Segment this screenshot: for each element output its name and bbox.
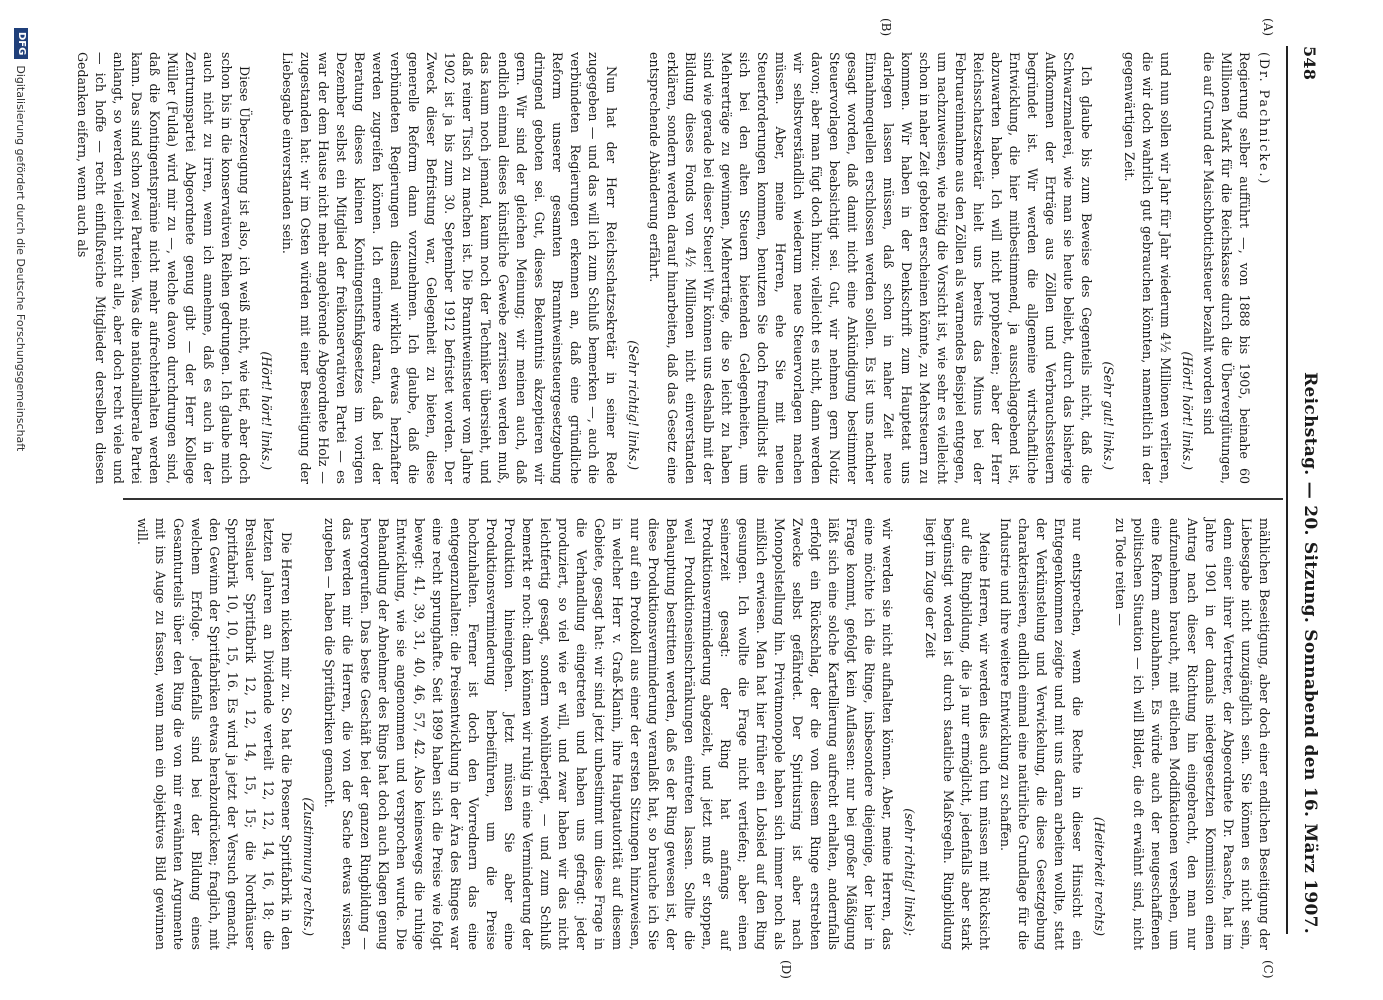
right-column bbox=[123, 518, 1273, 950]
left-column bbox=[75, 52, 1273, 484]
paragraph: wir werden sie nicht aufhalten können. Aber, meine Herren, das eine möchte ich die Ringe, insbesondere diejenige, der hier in Frage kommt, gefolgt kein Auflassen: nur bei großer Mäßigung läßt sich eine solche Kartellierung aufrecht erhalten, andernfalls erfolgt ein Rückschlag, der die von diesem Ringe erstrebten Zwecke selbst gefährdet. Der Spiritusring ist aber nach Monopolstellung hin. Privatmonopole haben sich immer noch als mißlich erwiesen. Man hat hier früher ein Lobsied auf den Ring gesungen. Ich wollte die Frage nicht vertiefen; aber einen seinerzeit gesagt: der Ring hat anfangs auf Produktionsverminderung abgezielt, und jetzt muß er stoppen, weil Produktionseinschränkungen eintreten lassen. Sollte die Behauptung bestritten werden, daß es der Ring gewesen ist, der diese Produktionsverminderung veranlaßt hat, so brauche ich Sie nur auf ein Protokoll aus einer der ersten Sitzungen hinzuweisen, in welcher Herr v. Graß-Klanin, ihre Hauptautorität auf diesem Gebiete, gesagt hat: wir sind jetzt unbestimmt um diese Frage in die Verhandlung eingetreten und haben uns gefragt: jeder produziert, so viel wie er will, und zwar haben wir das nicht leichtfertig gesagt, sondern wohlüberlegt, — und zum Schluß bemerkt er noch: dann können wir ruhig in eine Verminderung der Produktion hineingehen. Jetzt müssen Sie aber eine Produktionsverminderung herbeiführen, um die Preise hochzuhalten. Ferner ist doch den Vorrednern das eine entgegenzuhalten: die Preisentwicklung in der Ära des Ringes war eine recht sprunghafte. Seit 1899 haben sich die Preise wie folgt bewegt: 41, 39, 31, 40, 46, 57, 42. Also keineswegs die ruhige Entwicklung, wie sie angenommen und versprochen wurde. Die Behandlung der Abnehmer des Rings hat doch auch Klagen genug hervorgerufen. Das beste Geschäft bei der ganzen Ringbildung — das werden mir die Herren, die von der Sache etwas wissen, zugeben — haben die Spritfabriken gemacht. bbox=[322, 518, 895, 950]
interjection: (Sehr gut! links.) bbox=[1101, 361, 1116, 470]
digitization-footer bbox=[11, 0, 31, 1000]
interjection: (Hört! hört! links.) bbox=[259, 351, 274, 470]
paragraph: nur entsprechen, wenn die Rechte in dieser Hinsicht ein Entgegenkommen zeigte und mit uns daran arbeiten wollte, statt der Verkünstelung und Verwickelung, die diese Gesetzgebung charakterisieren, endlich einmal eine natürliche Grundlage für die Industrie und ihre weitere Entwicklung zu schaffen. bbox=[998, 518, 1085, 950]
paragraph: Regierung selber aufführt —, von 1888 bis 1905, beinahe 60 Millionen Mark für die Reichskasse durch die Überverglütungen, die auf Grund der Maischbottichsteuer bezahlt worden sind bbox=[1201, 52, 1252, 484]
funding-note: Digitalisierung gefördert durch die Deutsche Forschungsgemeinschaft bbox=[14, 65, 28, 452]
column-divider bbox=[123, 498, 1283, 500]
interjection: (sehr richtig! links); bbox=[902, 808, 917, 936]
margin-letter-d: (D) bbox=[779, 960, 793, 979]
interjection: (Sehr richtig! links.) bbox=[626, 340, 641, 470]
paragraph: Die Herren nicken mir zu. So hat die Posener Spritfabrik in den letzten Jahren an Dividende verteilt 12, 12, 14, 16, 18; die Breslauer Spritfabrik 12, 12, 14, 15, 15; die Nordhäuser Spritfabrik 10, 10, 15, 16. Es wird ja jetzt der Versuch gemacht, den Gewinn der Spritfabriken etwas herabzudrücken; fraglich, mit welchem Erfolge. Jedenfalls sind bei der Bildung eines Gesamturteils über den Ring die von mir erwähnten Argumente mit ins Auge zu fassen, wenn man ein objektives Bild gewinnen will. bbox=[135, 518, 294, 950]
paragraph: und nun sollen wir Jahr für Jahr wiederum 4½ Millionen verlieren, die wir doch wahrlich gut gebrauchen könnten, namentlich in der gegenwärtigen Zeit. bbox=[1122, 52, 1173, 484]
header-rule bbox=[1286, 46, 1288, 934]
page-header bbox=[1289, 46, 1331, 934]
interjection: (Zustimmung rechts.) bbox=[301, 797, 316, 936]
paragraph: mählichen Beseitigung, aber doch einer endlichen Beseitigung der Liebesgabe nicht unzugänglich sein. Sie können es nicht sein, denn einer ihrer Vertreter, der Abgeordnete Dr. Paasche, hat im Jahre 1901 in der damals niedergesetzten Kommission einen Antrag nach dieser Richtung hin eingebracht, den man nur aufzunehmen braucht, mit etlichen Modifikationen versehen, um eine Reform anzubahnen. Es würde auch der neugeschaffenen politischen Situation — ich will Bilder, die oft erwähnt sind, nicht zu Tode reiten — bbox=[1113, 518, 1272, 950]
margin-letter-a: (A) bbox=[1261, 18, 1275, 37]
paragraph: Diese Überzeugung ist also, ich weiß nicht, wie tief, aber doch schon bis in die konservativen Reihen gedrungen. Ich glaube mich auch nicht zu irren, wenn ich annehme, daß es auch in der Zentrumspartei Abgeordnete genug gibt — der Herr Kollege Müller (Fulda) wird mir zu —, welche davon durchdrungen sind, daß die Kontingentsprämie nicht mehr aufrechterhalten werden kann. Das sind schon zwei Parteien. Was die nationalliberale Partei anlangt, so werden vielleicht nicht alle, aber doch recht viele und — ich hoffe — recht einflußreiche Mitglieder derselben diesen Gedanken eifern, wenn auch als bbox=[75, 52, 252, 484]
running-title: Reichstag. — 20. Sitzung. Sonnabend den 16. März 1907. bbox=[1300, 372, 1320, 934]
paragraph: Ich glaube bis zum Beweise des Gegenteils nicht, daß die Schwarzmalerei, wie man sie heute beliebt, durch das bisherige Aufkommen der Erträge aus Zöllen und Verbrauchssteuern begründet ist. Wir werden die allgemeine wirtschaftliche Entwicklung, die hier mitbestimmend, ja ausschlaggebend ist, abzuwarten haben. Ich will nicht prophezeien; aber der Herr Reichsschatzsekretär hielt uns bereits das Minus bei der Februareinnahme aus den Zöllen als warnendes Beispiel entgegen, um nachzuweisen, wie nötig die Vorsicht ist, wie sehr es vielleicht schon in naher Zeit geboten erscheinen könnte, zu Mehrsteuern zu kommen. Wir haben in der Denkschrift zum Hauptetat uns darlegen lassen müssen, daß schon in naher Zeit neue Einnahmequellen erschlossen werden sollen. Es ist uns nachher gesagt worden, daß damit nicht eine Ankündigung bestimmter Steuervorlagen beabsichtigt sei. Gut, wir nehmen gern Notiz davon; aber man fügt doch hinzu: vielleicht es nicht, dann werden wir selbstverständlich wiederum neue Steuervorlagen machen müssen. Aber, meine Herren, ehe Sie mit neuen Steuerforderungen kommen, benutzen Sie doch freundlichst die sich bei den alten Steuern bietenden Gelegenheiten, um Mehrerträge zu gewinnen, Mehrerträge, die so leicht zu haben sind wie gerade bei dieser Steuer! Wir können uns deshalb mit der Bildung dieses Fonds von 4½ Millionen nicht einverstanden erklären, sondern werden darauf hinarbeiten, daß das Gesetz eine entsprechende Abänderung erfährt. bbox=[647, 52, 1094, 484]
paragraph: Nun hat der Herr Reichsschatzsekretär in seiner Rede zugegeben — und das will ich zum Schluß bemerken —, auch die verbündeten Regierungen erkennen an, daß eine gründliche Reform unserer gesamten Branntweinsteuergesetzgebung dringend geboten sei. Gut, dieses Bekenntnis akzeptieren wir gern. Wir sind der gleichen Meinung; wir meinen auch, daß endlich einmal dieses künstliche Gewebe zerrissen werden muß, das kaum noch jemand, kaum noch der Techniker übersieht, und daß reiner Tisch zu machen ist. Die Branntweinsteuer vom Jahre 1902 ist ja bis zum 30. September 1912 befristet worden. Der Zweck dieser Befristung war, Gelegenheit zu bieten, diese generelle Reform dann vorzunehmen. Ich glaube, daß die verbündeten Regierungen diesmal wirklich etwas herzhafter werden zugreifen können. Ich erinnere daran, daß bei der Beratung dieses kleinen Kontingentsfinkgesetzes im vorigen Dezember selbst ein Mitglied der freikonservativen Partei — es war der dem Hause nicht mehr angehörende Abgeordnete Holz — zugestanden hat: wir im Osten würden mit einer Beseitigung der Liebesgabe einverstanden sein. bbox=[280, 52, 619, 484]
margin-letter-b: (B) bbox=[879, 18, 893, 37]
interjection: (Heiterkeit rechts) bbox=[1092, 816, 1107, 936]
speaker-name: (Dr. Pachnicke.) bbox=[1257, 52, 1272, 186]
page-number: 548 bbox=[1300, 46, 1320, 81]
margin-letter-c: (C) bbox=[1261, 960, 1275, 979]
paragraph: Meine Herren, wir werden dies auch tun müssen mit Rücksicht auf die Ringbildung, die ja nur ermöglicht, jedenfalls aber stark begünstigt worden ist durch staatliche Maßregeln. Ringbildung liegt im Zuge der Zeit bbox=[923, 518, 992, 950]
interjection: (Hört! hört! links.) bbox=[1180, 351, 1195, 470]
dfg-logo: DFG bbox=[14, 28, 28, 59]
